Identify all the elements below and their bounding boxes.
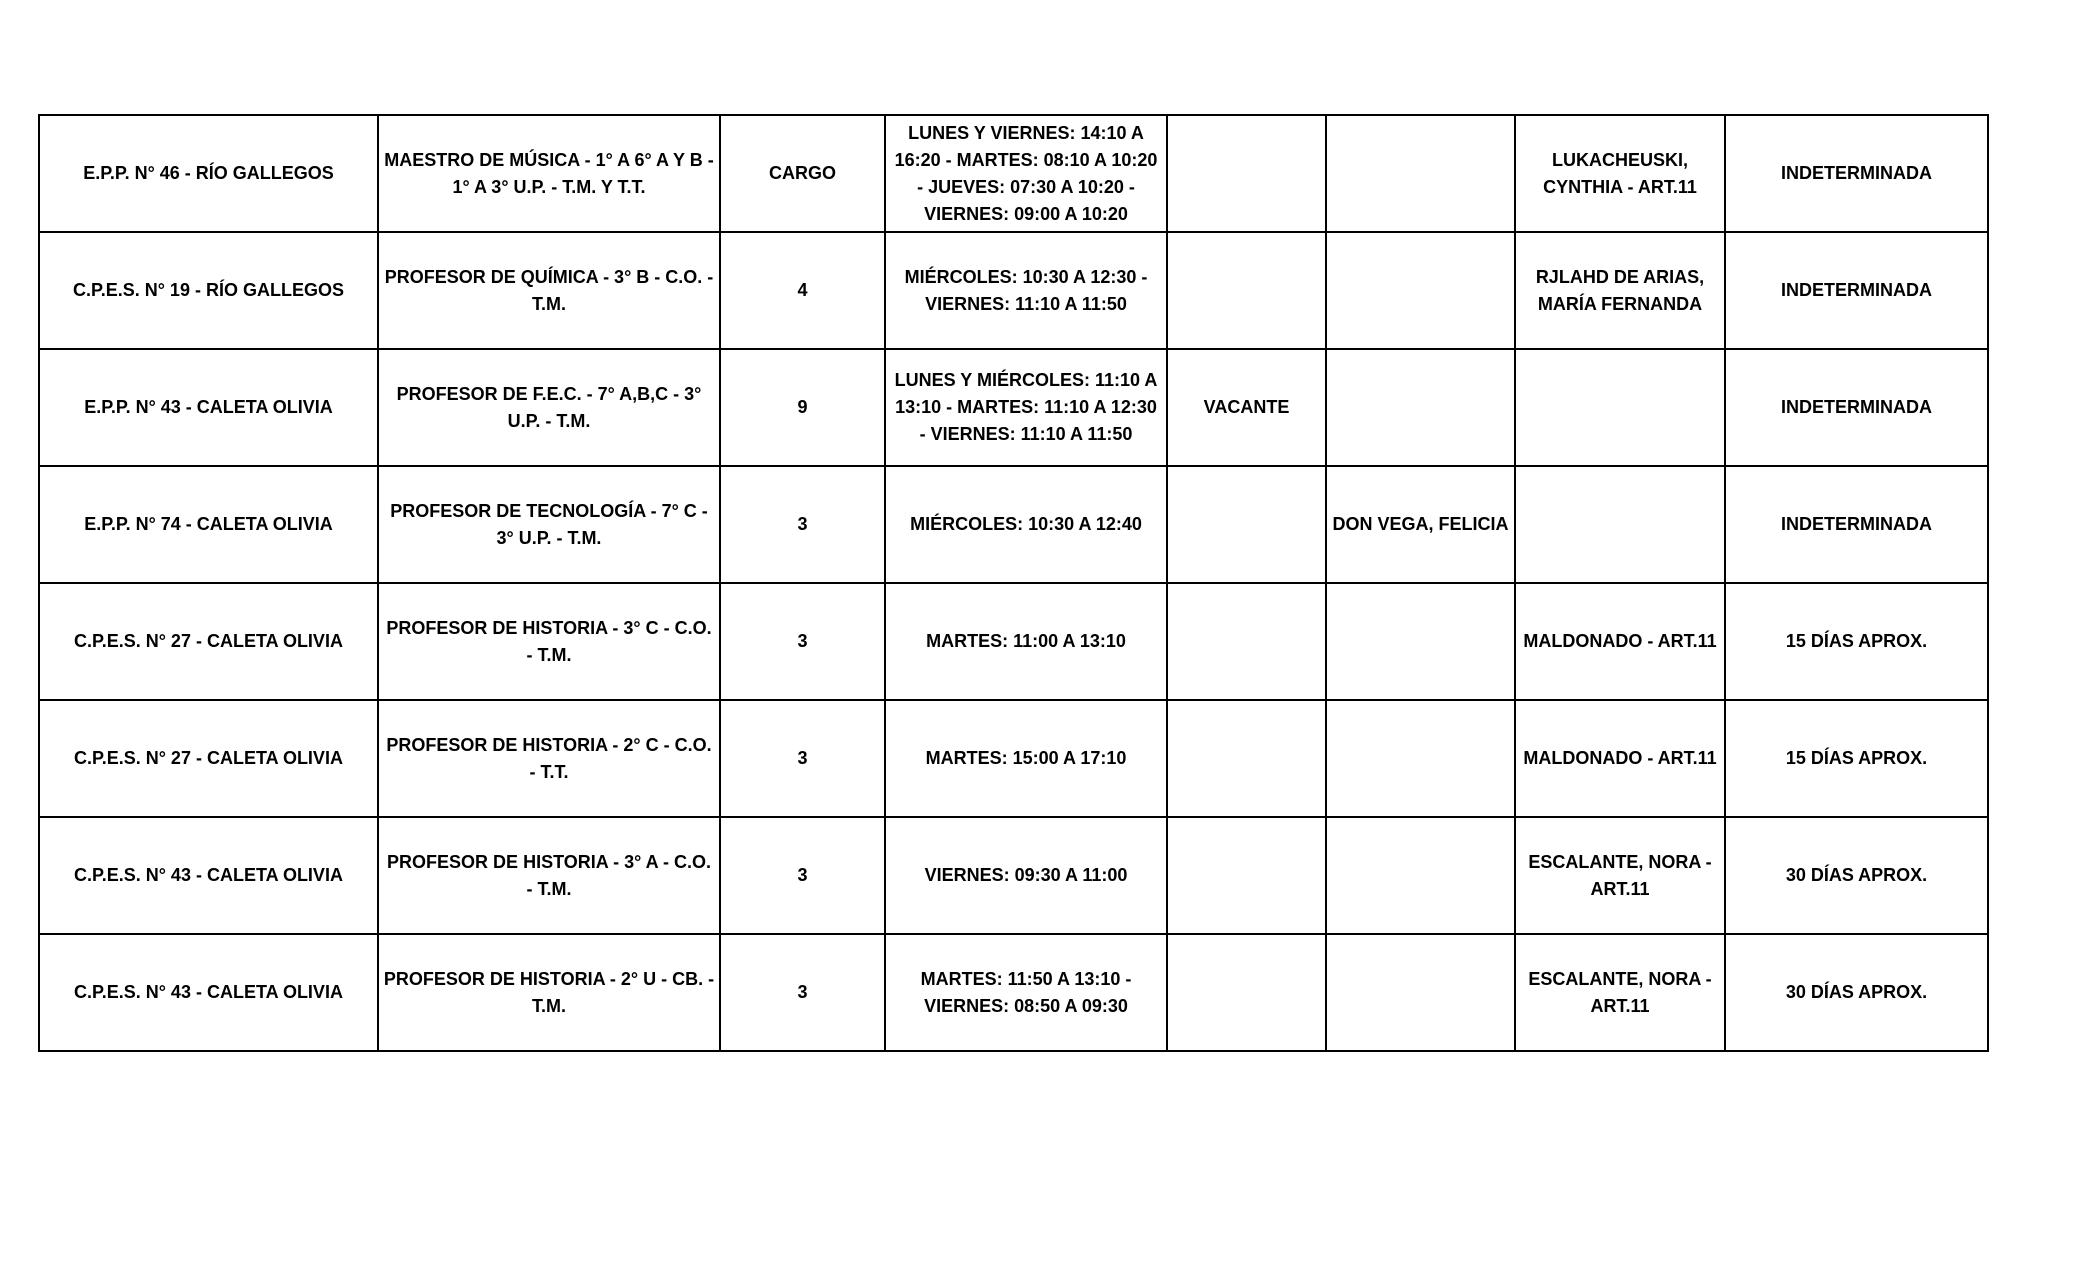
status-cell: VACANTE xyxy=(1167,349,1326,466)
position-cell: PROFESOR DE QUÍMICA - 3° B - C.O. - T.M. xyxy=(378,232,720,349)
table-row xyxy=(39,817,1988,934)
school-cell: C.P.E.S. N° 27 - CALETA OLIVIA xyxy=(39,583,378,700)
table-row xyxy=(39,115,1988,232)
table-row xyxy=(39,232,1988,349)
replaces-cell xyxy=(1515,349,1725,466)
school-cell: C.P.E.S. N° 43 - CALETA OLIVIA xyxy=(39,934,378,1051)
holder-cell xyxy=(1326,232,1515,349)
table-row xyxy=(39,583,1988,700)
school-cell: C.P.E.S. N° 19 - RÍO GALLEGOS xyxy=(39,232,378,349)
school-cell: E.P.P. N° 43 - CALETA OLIVIA xyxy=(39,349,378,466)
school-cell: C.P.E.S. N° 43 - CALETA OLIVIA xyxy=(39,817,378,934)
status-cell xyxy=(1167,232,1326,349)
replaces-cell: MALDONADO - ART.11 xyxy=(1515,583,1725,700)
schedule-cell: MIÉRCOLES: 10:30 A 12:30 - VIERNES: 11:10 A 11:50 xyxy=(885,232,1167,349)
school-cell: C.P.E.S. N° 27 - CALETA OLIVIA xyxy=(39,700,378,817)
table-row xyxy=(39,466,1988,583)
position-cell: PROFESOR DE HISTORIA - 2° U - CB. - T.M. xyxy=(378,934,720,1051)
holder-cell xyxy=(1326,349,1515,466)
replaces-cell: ESCALANTE, NORA - ART.11 xyxy=(1515,817,1725,934)
schedule-cell: MARTES: 11:50 A 13:10 - VIERNES: 08:50 A 09:30 xyxy=(885,934,1167,1051)
status-cell xyxy=(1167,700,1326,817)
schedule-cell: MIÉRCOLES: 10:30 A 12:40 xyxy=(885,466,1167,583)
table-row xyxy=(39,934,1988,1051)
position-cell: PROFESOR DE TECNOLOGÍA - 7° C - 3° U.P. - T.M. xyxy=(378,466,720,583)
duration-cell: 15 DÍAS APROX. xyxy=(1725,583,1988,700)
holder-cell xyxy=(1326,115,1515,232)
schedule-cell: VIERNES: 09:30 A 11:00 xyxy=(885,817,1167,934)
holder-cell xyxy=(1326,583,1515,700)
duration-cell: 15 DÍAS APROX. xyxy=(1725,700,1988,817)
table-row xyxy=(39,700,1988,817)
position-cell: PROFESOR DE HISTORIA - 2° C - C.O. - T.T. xyxy=(378,700,720,817)
holder-cell xyxy=(1326,700,1515,817)
replaces-cell: LUKACHEUSKI, CYNTHIA - ART.11 xyxy=(1515,115,1725,232)
schedule-cell: MARTES: 15:00 A 17:10 xyxy=(885,700,1167,817)
status-cell xyxy=(1167,115,1326,232)
replaces-cell: RJLAHD DE ARIAS, MARÍA FERNANDA xyxy=(1515,232,1725,349)
hours-cell: 3 xyxy=(720,583,885,700)
status-cell xyxy=(1167,583,1326,700)
holder-cell xyxy=(1326,934,1515,1051)
status-cell xyxy=(1167,466,1326,583)
table-row xyxy=(39,349,1988,466)
school-cell: E.P.P. N° 74 - CALETA OLIVIA xyxy=(39,466,378,583)
replaces-cell: ESCALANTE, NORA - ART.11 xyxy=(1515,934,1725,1051)
position-cell: PROFESOR DE HISTORIA - 3° C - C.O. - T.M. xyxy=(378,583,720,700)
schedule-cell: LUNES Y MIÉRCOLES: 11:10 A 13:10 - MARTES: 11:10 A 12:30 - VIERNES: 11:10 A 11:50 xyxy=(885,349,1167,466)
hours-cell: 3 xyxy=(720,817,885,934)
status-cell xyxy=(1167,934,1326,1051)
hours-cell: 3 xyxy=(720,700,885,817)
duration-cell: 30 DÍAS APROX. xyxy=(1725,934,1988,1051)
vacancies-table xyxy=(38,114,1989,1052)
position-cell: PROFESOR DE HISTORIA - 3° A - C.O. - T.M. xyxy=(378,817,720,934)
duration-cell: INDETERMINADA xyxy=(1725,115,1988,232)
position-cell: MAESTRO DE MÚSICA - 1° A 6° A Y B - 1° A 3° U.P. - T.M. Y T.T. xyxy=(378,115,720,232)
holder-cell: DON VEGA, FELICIA xyxy=(1326,466,1515,583)
hours-cell: 9 xyxy=(720,349,885,466)
hours-cell: 3 xyxy=(720,934,885,1051)
table-body xyxy=(39,115,1988,1051)
position-cell: PROFESOR DE F.E.C. - 7° A,B,C - 3° U.P. - T.M. xyxy=(378,349,720,466)
duration-cell: INDETERMINADA xyxy=(1725,466,1988,583)
replaces-cell: MALDONADO - ART.11 xyxy=(1515,700,1725,817)
replaces-cell xyxy=(1515,466,1725,583)
hours-cell: 4 xyxy=(720,232,885,349)
duration-cell: INDETERMINADA xyxy=(1725,232,1988,349)
schedule-cell: LUNES Y VIERNES: 14:10 A 16:20 - MARTES: 08:10 A 10:20 - JUEVES: 07:30 A 10:20 - VIERNES: 09:00 A 10:20 xyxy=(885,115,1167,232)
holder-cell xyxy=(1326,817,1515,934)
hours-cell: 3 xyxy=(720,466,885,583)
status-cell xyxy=(1167,817,1326,934)
schedule-cell: MARTES: 11:00 A 13:10 xyxy=(885,583,1167,700)
duration-cell: INDETERMINADA xyxy=(1725,349,1988,466)
duration-cell: 30 DÍAS APROX. xyxy=(1725,817,1988,934)
school-cell: E.P.P. N° 46 - RÍO GALLEGOS xyxy=(39,115,378,232)
hours-cell: CARGO xyxy=(720,115,885,232)
